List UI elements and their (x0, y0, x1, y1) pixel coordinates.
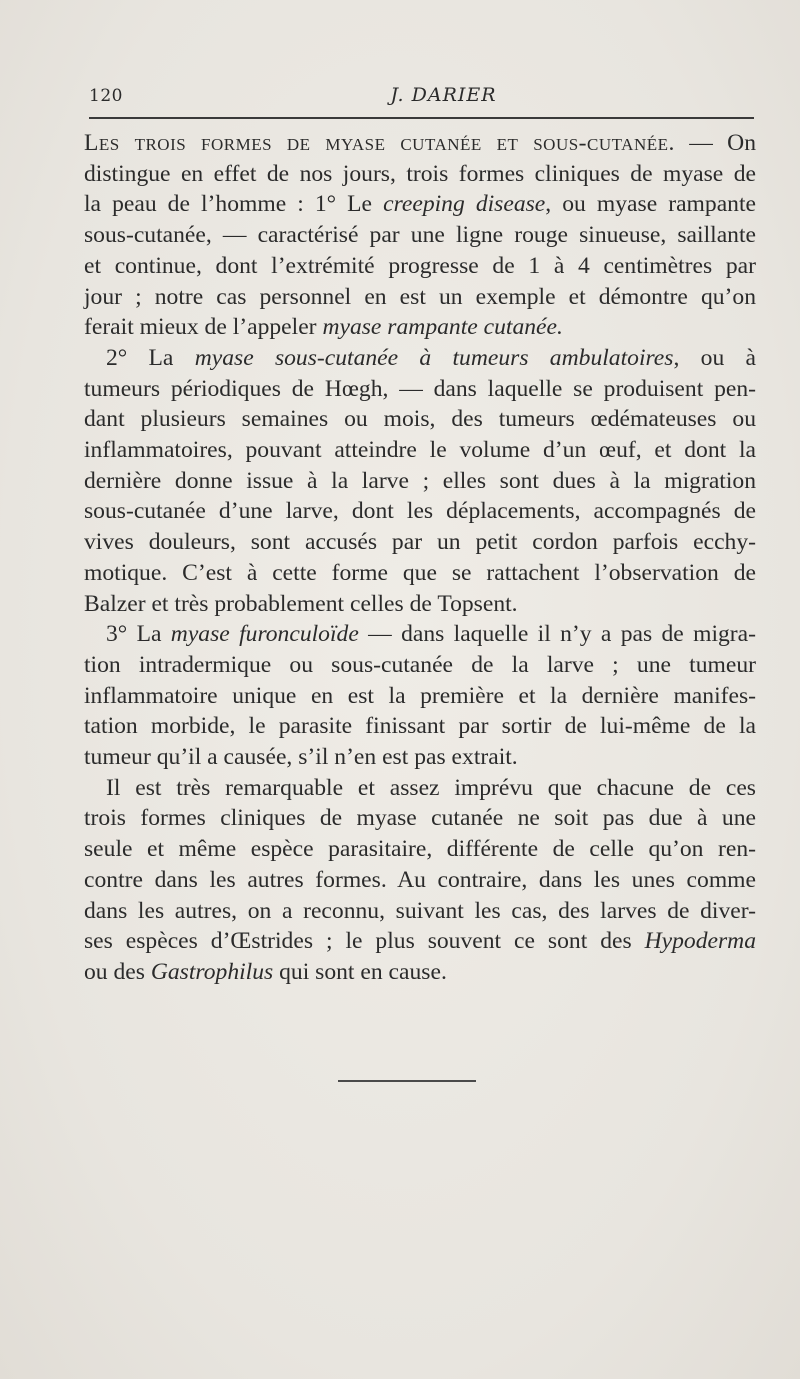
text-line: inflammatoires, pouvant atteindre le volume d’un œuf, et dont la (84, 437, 756, 464)
text-line: dant plusieurs semaines ou mois, des tumeurs œdémateuses ou (84, 406, 756, 433)
text-line: la peau de l’homme : 1° Le creeping disease, ou myase rampante (84, 191, 756, 218)
text-line: trois formes cliniques de myase cutanée ne soit pas due à une (84, 805, 756, 832)
text-line: dans les autres, on a reconnu, suivant les cas, des larves de diver- (84, 897, 756, 924)
text-line: seule et même espèce parasitaire, différente de celle qu’on ren- (84, 836, 756, 863)
page-number: 120 (89, 86, 123, 106)
text-line: ferait mieux de l’appeler myase rampante cutanée. (84, 314, 563, 341)
page-header (89, 84, 754, 114)
text-line: distingue en effet de nos jours, trois formes cliniques de myase de (84, 160, 756, 187)
running-head: J. DARIER (390, 84, 497, 106)
header-rule (89, 117, 754, 119)
text-line: ses espèces d’Œstrides ; le plus souvent ce sont des Hypoderma (84, 928, 756, 955)
text-line: Les trois formes de myase cutanée et sous-cutanée. — On (84, 130, 756, 156)
text-line: 3° La myase furonculoïde — dans laquelle il n’y a pas de migra- (106, 621, 756, 648)
text-line: 2° La myase sous-cutanée à tumeurs ambulatoires, ou à (106, 344, 757, 371)
text-line: sous-cutanée d’une larve, dont les déplacements, accompagnés de (84, 498, 756, 525)
text-line: tion intradermique ou sous-cutanée de la larve ; une tumeur (84, 651, 756, 678)
text-line: tumeurs périodiques de Hœgh, — dans laquelle se produisent pen- (84, 375, 756, 402)
text-line: motique. C’est à cette forme que se rattachent l’observation de (84, 559, 756, 586)
text-line: sous-cutanée, — caractérisé par une ligne rouge sinueuse, saillante (84, 222, 756, 249)
section-end-rule (338, 1080, 476, 1082)
body-text (84, 128, 756, 988)
text-line: Balzer et très probablement celles de Topsent. (84, 590, 518, 617)
text-line: et continue, dont l’extrémité progresse de 1 à 4 centimètres par (84, 252, 756, 279)
text-line: tation morbide, le parasite finissant par sortir de lui-même de la (84, 713, 756, 740)
text-line: contre dans les autres formes. Au contraire, dans les unes comme (84, 866, 756, 893)
text-line: ou des Gastrophilus qui sont en cause. (84, 958, 447, 985)
text-line: vives douleurs, sont accusés par un petit cordon parfois ecchy- (84, 529, 756, 556)
text-line: dernière donne issue à la larve ; elles sont dues à la migration (84, 467, 756, 494)
text-line: jour ; notre cas personnel en est un exemple et démontre qu’on (84, 283, 756, 310)
text-line: tumeur qu’il a causée, s’il n’en est pas extrait. (84, 744, 518, 771)
text-line: inflammatoire unique en est la première et la dernière manifes- (84, 682, 756, 709)
text-line: Il est très remarquable et assez imprévu que chacune de ces (106, 774, 756, 801)
